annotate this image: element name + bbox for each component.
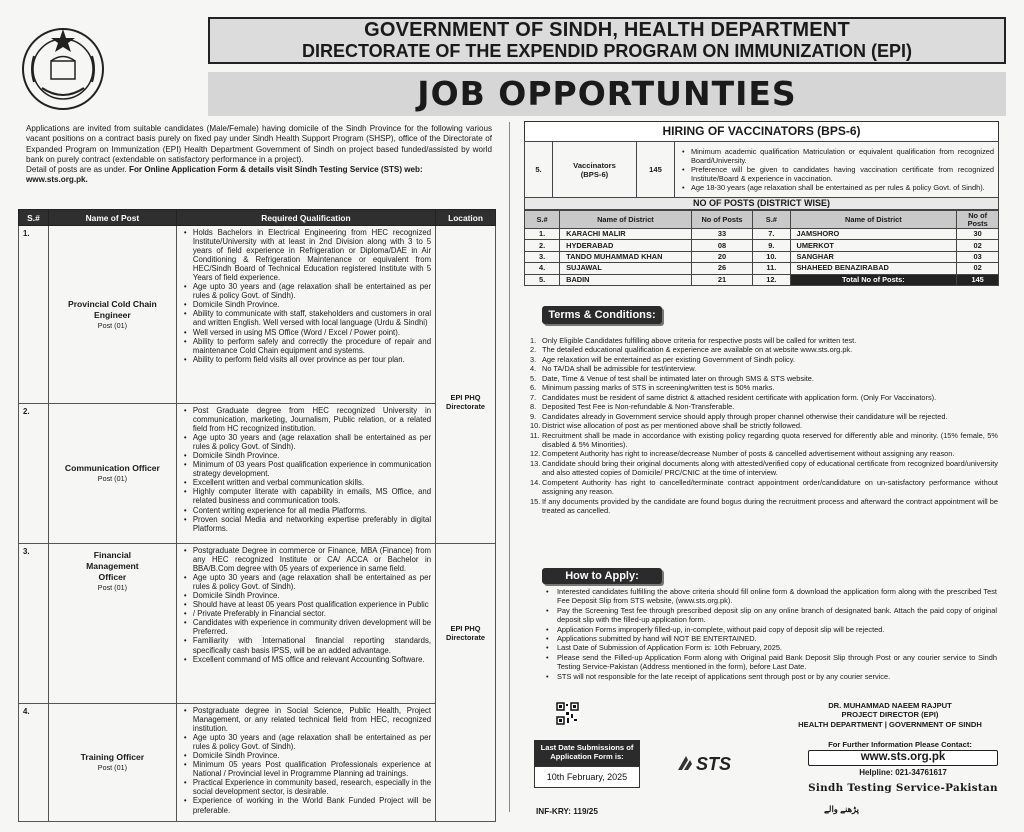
list-item-text: Date, Time & Venue of test shall be intimated later on through SMS & STS website.: [542, 373, 814, 383]
col-district: Name of District: [790, 211, 957, 229]
post-count: Post (01): [97, 763, 127, 772]
district-posts: 02: [957, 240, 999, 251]
post-name: Training Officer: [80, 752, 145, 762]
list-item: • Ability to communicate with staff, stakeholders and customers in oral and written English. Well versed with local language (Urdu & Sindhi): [193, 309, 431, 327]
vac-post-cell: [553, 142, 637, 198]
how-to-apply-heading: How to Apply:: [542, 568, 662, 584]
website-box[interactable]: www.sts.org.pk: [808, 750, 998, 766]
qr-code-icon[interactable]: [556, 702, 579, 725]
list-item: • Age upto 30 years and (age relaxation shall be entertained as per rules & policy Govt. of Sindh).: [193, 282, 431, 300]
district-posts: 33: [691, 229, 752, 240]
post-cell: [48, 404, 176, 544]
vaccinators-section: [524, 121, 999, 286]
post-cell: [48, 226, 176, 404]
list-item: [530, 421, 998, 430]
district-posts: 30: [957, 229, 999, 240]
list-item: • Content writing experience for all media Platforms.: [193, 506, 431, 515]
list-item: • Age upto 30 years and (age relaxation shall be entertained as per rules & policy Govt. of Sindh).: [193, 433, 431, 451]
vac-post-name: Vaccinators: [573, 160, 616, 170]
list-item: • Excellent written and verbal communication skills.: [193, 478, 431, 487]
list-item-text: Recruitment shall be made in accordance with existing policy regarding quota reserved for differently able and minority. (15% female, 5% disabled & 5% Minorities).: [542, 430, 998, 449]
qualification-list: [691, 147, 994, 192]
jobs-table-header: [19, 210, 496, 226]
qualification-cell: [176, 544, 435, 704]
district-table-header: [525, 211, 999, 229]
list-item: • Preference will be given to candidates having vaccination certificate from recognized Institute/Board & experience in vaccination.: [691, 165, 994, 183]
district-posts: 20: [691, 251, 752, 262]
vac-qualification-cell: [675, 142, 999, 198]
post-name: Communication Officer: [64, 463, 160, 473]
list-item: [530, 355, 998, 364]
signatory-dept: HEALTH DEPARTMENT | GOVERNMENT OF SINDH: [798, 719, 982, 729]
list-item: [530, 497, 998, 516]
list-item-text: The detailed educational qualification & experience are available on at website www.sts.org.pk.: [542, 345, 853, 355]
list-item-number: 1.: [530, 336, 537, 345]
terms-items: [530, 336, 998, 516]
row-sno: 4.: [19, 704, 49, 822]
district-sno: 2.: [525, 240, 560, 251]
district-sno: 11.: [753, 263, 790, 274]
district-sno: 3.: [525, 251, 560, 262]
qualification-list: [193, 228, 431, 364]
vac-post-count: 145: [637, 142, 675, 198]
list-item: • Minimum of 03 years Post qualification experience in communication strategy development.: [193, 460, 431, 478]
apply-items: [545, 587, 997, 681]
post-count: Post (01): [97, 320, 127, 330]
table-row: [19, 226, 496, 404]
district-sno: 10.: [753, 251, 790, 262]
district-posts: 21: [691, 274, 752, 285]
list-item: [530, 336, 998, 345]
col-location: Location: [436, 210, 496, 226]
list-item: • Should have at least 05 years Post qualification experience in Public: [193, 600, 431, 609]
intro-website[interactable]: [26, 175, 492, 185]
sts-logo-icon: [676, 750, 756, 776]
list-item: • STS will not responsible for the late receipt of applications sent through post or by any courier service.: [545, 672, 997, 681]
list-item-text: Candidate should bring their original documents along with attested/verified copy of educational certificate from recognized board/university and also attested copies of Domicile/ PRC/CNIC at the time of interview.: [542, 458, 998, 478]
col-sno: S.#: [525, 211, 560, 229]
list-item: • Post Graduate degree from HEC recognized University in communication, marketing, Journalism, Public relation, or a related field from HC recognized institution.: [193, 406, 431, 433]
list-item-text: Only Eligible Candidates fulfilling above criteria for respective posts will be called for written test.: [542, 336, 857, 345]
list-item-number: 10.: [530, 421, 541, 431]
list-item-number: 15.: [530, 496, 541, 506]
row-sno: 3.: [19, 544, 49, 704]
list-item: • Domicile Sindh Province.: [193, 591, 431, 600]
list-item: • Age 18-30 years (age relaxation shall be entertained as per rules & policy Govt. of Sindh).: [691, 183, 994, 192]
helpline-number: Helpline: 021-34761617: [859, 768, 947, 777]
list-item-number: 13.: [530, 458, 541, 468]
list-item-number: 8.: [530, 402, 537, 412]
header-directorate-title: DIRECTORATE OF THE EXPENDID PROGRAM ON IMMUNIZATION (EPI): [301, 41, 912, 61]
list-item-text: Deposited Test Fee is Non-refundable & Non-Transferable.: [542, 402, 735, 412]
col-qualification: Required Qualification: [176, 210, 435, 226]
reference-number: INF-KRY: 119/25: [536, 807, 598, 816]
post-cell: [48, 704, 176, 822]
list-item: • Age upto 30 years and (age relaxation shall be entertained as per rules & policy Govt. of Sindh).: [193, 733, 431, 751]
list-item: • Last Date of Submission of Application Form is: 10th February, 2025.: [545, 643, 997, 652]
row-sno: 2.: [19, 404, 49, 544]
list-item: • Candidates with experience in community driven development will be Preferred.: [193, 618, 431, 636]
list-item: • Holds Bachelors in Electrical Engineering from HEC recognized Institute/University with at least in 2nd Division along with 3 to 5 years of field experience in Refrigeration or Diploma/DAE in Air Conditioning & Refrigeration Maintenance or equivalent from HEC/Sindh Board of Technical Education registered Institute with 5 Years of field experience.: [193, 228, 431, 282]
list-item: • Applications submitted by hand will NOT BE ENTERTAINED.: [545, 634, 997, 643]
table-row: [525, 263, 999, 274]
col-sno: S.#: [19, 210, 49, 226]
job-opportunities-banner: [208, 72, 1006, 116]
location-text: EPI PHQ Directorate: [446, 624, 486, 642]
table-row: [525, 274, 999, 285]
list-item: • Familiarity with International financial reporting standards, specifically cash basis IPSS, will be an added advantage.: [193, 636, 431, 654]
list-item: • Interested candidates fulfilling the above criteria should fill online form & download the application form along with the prescribed Test Fee Deposit Slip from STS website, (www.sts.org.pk).: [545, 587, 997, 606]
last-date-label: Last Date Submissions of Application Form is:: [540, 743, 634, 761]
table-row: [525, 229, 999, 240]
district-name: HYDERABAD: [560, 240, 692, 251]
list-item: • Pay the Screening Test fee through prescribed deposit slip on any online branch of designated bank. Attach the paid copy of original deposit slip with the filled-up application form.: [545, 606, 997, 625]
header-box: [208, 17, 1006, 64]
district-sno: 9.: [753, 240, 790, 251]
table-row: [525, 142, 999, 198]
district-name: KARACHI MALIR: [560, 229, 692, 240]
col-posts: No of Posts: [691, 211, 752, 229]
district-name: SANGHAR: [790, 251, 957, 262]
vac-post-bps: (BPS-6): [580, 169, 609, 179]
intro-paragraph: Applications are invited from suitable candidates (Male/Female) having domicile of the Sindh Province for the following various vacant positions on a contract basis purely on fixed pay under Sindh Health Support Program (SHSP), office of the Directorate of Expanded Program on Immunization (EPI) Health Department Government of Sindh on project based funded/assisted by world bank on purely contract (extendable on satisfactory performance in a project).: [26, 124, 492, 164]
column-divider: [509, 122, 510, 812]
district-name: SHAHEED BENAZIRABAD: [790, 263, 957, 274]
list-item-number: 6.: [530, 383, 537, 393]
post-name: Provincial Cold Chain Engineer: [67, 298, 157, 320]
detail-bold-text: For Online Application Form & details visit Sindh Testing Service (STS) web:: [129, 165, 423, 175]
list-item: • Well versed in using MS Office (Word / Excel / Power point).: [193, 328, 431, 337]
list-item: [530, 459, 998, 478]
table-row: [19, 704, 496, 822]
district-sno: 5.: [525, 274, 560, 285]
location-cell: [436, 544, 496, 822]
district-sno: 7.: [753, 229, 790, 240]
list-item: • Minimum 05 years Post qualification Professionals experience at National / Provincial level in Programme Planning ad trainings.: [193, 760, 431, 778]
list-item: [530, 383, 998, 392]
col-sno: S.#: [753, 211, 790, 229]
col-district: Name of District: [560, 211, 692, 229]
list-item: • Ability to perform safely and correctly the procedure of repair and maintenance Cold Chain equipment and systems.: [193, 337, 431, 355]
table-row: [19, 404, 496, 544]
list-item: • Proven social Media and networking expertise preferably in digital Platforms.: [193, 515, 431, 533]
vaccinators-table: [524, 141, 999, 198]
terms-heading: Terms & Conditions:: [542, 306, 662, 324]
list-item: • Excellent command of MS office and relevant Accounting Software.: [193, 655, 431, 664]
signatory-block: [780, 701, 1000, 729]
district-sno: 4.: [525, 263, 560, 274]
district-posts: 08: [691, 240, 752, 251]
district-name: JAMSHORO: [790, 229, 957, 240]
district-wise-title: NO OF POSTS (DISTRICT WISE): [524, 198, 999, 210]
list-item: [530, 431, 998, 450]
list-item-text: Competent Authority has right to cancelled/terminate contract appointment order/candidature on un-satisfactory performance without assigning any reason.: [542, 477, 998, 497]
list-item: • Highly computer literate with capability in emails, MS Office, and related business and communication tools.: [193, 487, 431, 505]
signatory-name: DR. MUHAMMAD NAEEM RAJPUT: [828, 701, 952, 710]
district-name: TANDO MUHAMMAD KHAN: [560, 251, 692, 262]
list-item: • / Private Preferably in Financial sector.: [193, 609, 431, 618]
location-cell: [436, 226, 496, 544]
qualification-cell: [176, 704, 435, 822]
list-item-number: 12.: [530, 449, 541, 459]
how-to-apply-list: [545, 587, 997, 681]
total-posts-value: 145: [957, 274, 999, 285]
list-item-text: Minimum passing marks of STS in screening/written test is 50% marks.: [542, 383, 775, 393]
list-item-number: 11.: [530, 430, 540, 440]
list-item: • Age upto 30 years and (age relaxation shall be entertained as per rules & policy Govt. of Sindh).: [193, 573, 431, 591]
district-name: UMERKOT: [790, 240, 957, 251]
qualification-cell: [176, 404, 435, 544]
district-name: BADIN: [560, 274, 692, 285]
col-posts: No of Posts: [957, 211, 999, 229]
district-posts: 02: [957, 263, 999, 274]
vac-sno: 5.: [525, 142, 553, 198]
district-table: [524, 210, 999, 286]
signatory-title: PROJECT DIRECTOR (EPI): [841, 710, 939, 720]
more-info-label: For Further Information Please Contact:: [828, 740, 972, 749]
list-item-text: Candidates already in Government service should apply through proper channel otherwise their candidature will be rejected.: [542, 411, 948, 421]
list-item-text: Competent Authority has right to increase/decrease Number of posts & cancelled advertisement without assigning any reason.: [542, 449, 955, 459]
list-item: [530, 412, 998, 421]
list-item-text: No TA/DA shall be admissible for test/interview.: [542, 364, 697, 374]
district-sno: 12.: [753, 274, 790, 285]
district-name: SUJAWAL: [560, 263, 692, 274]
list-item: [530, 402, 998, 411]
list-item-number: 2.: [530, 345, 537, 355]
table-row: [19, 544, 496, 704]
list-item-number: 9.: [530, 411, 537, 421]
total-posts-label: Total No of Posts:: [790, 274, 957, 285]
vaccinators-title: HIRING OF VACCINATORS (BPS-6): [524, 121, 999, 141]
list-item-text: Age relaxation will be entertained as per existing Government of Sindh policy.: [542, 354, 795, 364]
district-posts: 26: [691, 263, 752, 274]
jobs-table: [18, 209, 496, 822]
list-item: • Practical Experience in community based, research, especially in the social development sector, is desirable.: [193, 778, 431, 796]
district-sno: 1.: [525, 229, 560, 240]
table-row: [525, 240, 999, 251]
district-posts: 03: [957, 251, 999, 262]
list-item-number: 14.: [530, 477, 541, 487]
urdu-note: پڑھنے والے: [824, 804, 859, 814]
qualification-list: [193, 706, 431, 815]
list-item-number: 5.: [530, 373, 537, 383]
list-item-text: If any documents provided by the candidate are found bogus during the recruitment process and afterward the contract appointment will be treated as cancelled.: [542, 496, 998, 516]
qualification-list: [193, 546, 431, 664]
sts-organization-name: Sindh Testing Service-Pakistan: [808, 782, 998, 794]
list-item: • Application Forms improperly filled-up, in-complete, without paid copy of deposit slip will be rejected.: [545, 625, 997, 634]
qualification-list: [193, 406, 431, 533]
list-item: • Experience of working in the World Bank Funded Project will be preferable.: [193, 796, 431, 814]
list-item-number: 4.: [530, 364, 537, 374]
list-item: [530, 449, 998, 458]
header-government-title: GOVERNMENT OF SINDH, HEALTH DEPARTMENT: [364, 19, 850, 41]
post-cell: [48, 544, 176, 704]
sindh-government-seal-icon: [20, 26, 106, 112]
post-count: Post (01): [97, 474, 127, 483]
post-count: Post (01): [97, 583, 127, 592]
list-item: • Postgraduate Degree in commerce or Finance, MBA (Finance) from any HEC recognized Institute or CA/ ACCA or Bachelor in BBA/B.Com degree with 05 years of experience in same field.: [193, 546, 431, 573]
intro-text: [26, 124, 492, 186]
list-item: [530, 364, 998, 373]
detail-text: Detail of posts are as under.: [26, 165, 130, 175]
col-post: Name of Post: [48, 210, 176, 226]
row-sno: 1.: [19, 226, 49, 404]
list-item: • Minimum academic qualification Matriculation or equivalent qualification from recognized Board/University.: [691, 147, 994, 165]
list-item: [530, 374, 998, 383]
list-item-number: 7.: [530, 392, 537, 402]
list-item: • Domicile Sindh Province.: [193, 751, 431, 760]
list-item-number: 3.: [530, 354, 537, 364]
location-text: EPI PHQ Directorate: [446, 393, 486, 411]
list-item: • Please send the Filled-up Application Form along with Original paid Bank Deposit Slip through Post or any courier service to Sindh Testing Service-Pakistan (Address mentioned in the form), before Last Date.: [545, 653, 997, 672]
list-item-text: District wise allocation of post as per mentioned above shall be strictly followed.: [542, 421, 803, 431]
banner-title: JOB OPPORTUNTIES: [417, 74, 797, 113]
list-item: [530, 393, 998, 402]
sts-logo-text: STS: [696, 754, 732, 774]
list-item: • Ability to perform field visits all over province as per tour plan.: [193, 355, 431, 364]
list-item: • Domicile Sindh Province.: [193, 300, 431, 309]
list-item: • Domicile Sindh Province.: [193, 451, 431, 460]
list-item-text: Candidates must be resident of same district & attached resident certificate with application form. (Only For Vaccinators).: [542, 392, 937, 402]
list-item: [530, 478, 998, 497]
table-row: [525, 251, 999, 262]
qualification-cell: [176, 226, 435, 404]
last-date-value: 10th February, 2025: [534, 766, 640, 788]
list-item: • Postgraduate degree in Social Science, Public Health, Project Management, or any related technical field from HEC, recognized institution.: [193, 706, 431, 733]
terms-list: [530, 336, 998, 516]
intro-detail: [26, 165, 492, 175]
post-name: Financial Management Officer: [86, 550, 139, 582]
list-item: [530, 345, 998, 354]
website-link[interactable]: www.sts.org.pk.: [26, 175, 88, 185]
